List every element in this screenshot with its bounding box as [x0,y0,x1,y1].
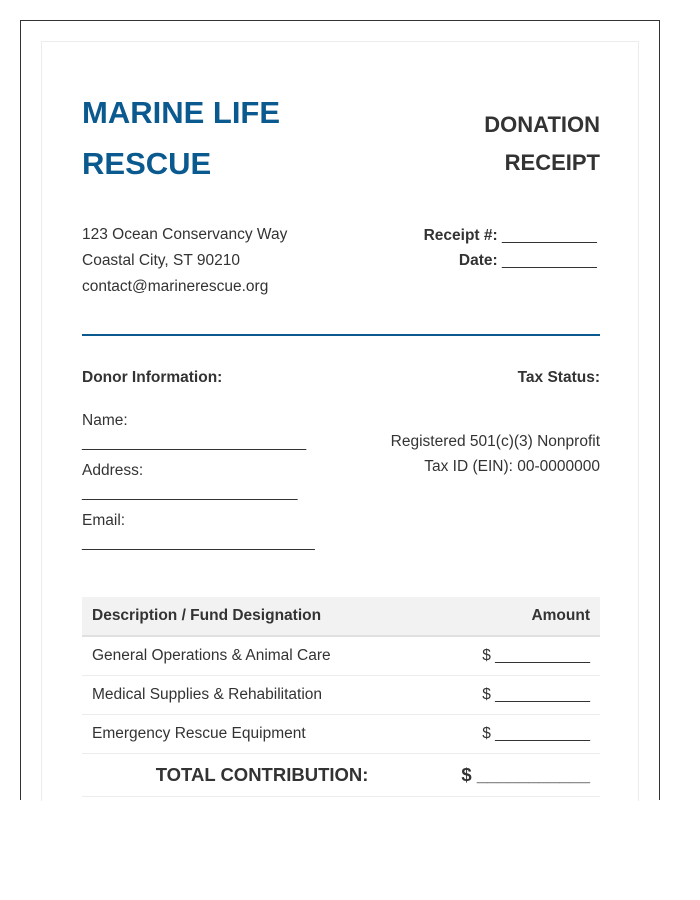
fund-description: Emergency Rescue Equipment [82,715,416,754]
donor-address-label: Address: [82,462,144,479]
tax-info [340,429,600,479]
donor-name-label: Name: [82,412,128,429]
fund-table [82,597,600,797]
donor-email-line[interactable]: ___________________________ [82,534,315,551]
table-row [82,636,600,676]
donor-name-field [82,411,362,455]
receipt-number-field[interactable]: ___________ [502,227,597,244]
organization-name: MARINE LIFE RESCUE [82,95,281,181]
receipt-meta [340,223,600,273]
total-row [82,754,600,797]
address-line-2: Coastal City, ST 90210 [82,252,240,269]
receipt-date-row [340,248,600,273]
organization-email: contact@marinerescue.org [82,278,269,295]
receipt-title: DONATION RECEIPT [484,112,600,175]
fund-amount-field[interactable]: $ ___________ [416,636,600,676]
tax-status-text: Registered 501(c)(3) Nonprofit [390,433,600,450]
header-divider [82,334,600,336]
donor-fields [82,411,362,561]
table-header-row [82,597,600,636]
header-description: Description / Fund Designation [82,597,416,636]
fund-description: Medical Supplies & Rehabilitation [82,676,416,715]
donor-address-field [82,461,362,505]
header-amount: Amount [416,597,600,636]
fund-amount-field[interactable]: $ ___________ [416,715,600,754]
receipt-date-field[interactable]: ___________ [502,252,597,269]
tax-heading: Tax Status: [517,369,600,386]
donor-heading: Donor Information: [82,369,223,386]
donor-email-label: Email: [82,512,126,529]
donor-address-line[interactable]: _________________________ [82,484,298,501]
table-row [82,715,600,754]
tax-id-text: Tax ID (EIN): 00-0000000 [424,458,600,475]
receipt-number-label: Receipt #: [423,227,498,244]
donor-name-line[interactable]: __________________________ [82,434,307,451]
receipt-date-label: Date: [458,252,498,269]
donor-email-field [82,511,362,555]
receipt-sheet [41,41,639,801]
table-row [82,676,600,715]
total-amount-field[interactable]: $ ___________ [416,754,600,797]
fund-amount-field[interactable]: $ ___________ [416,676,600,715]
fund-description: General Operations & Animal Care [82,636,416,676]
page-frame [20,20,660,800]
organization-address [82,222,382,300]
receipt-number-row [340,223,600,248]
total-label: TOTAL CONTRIBUTION: [82,754,416,797]
address-line-1: 123 Ocean Conservancy Way [82,226,288,243]
